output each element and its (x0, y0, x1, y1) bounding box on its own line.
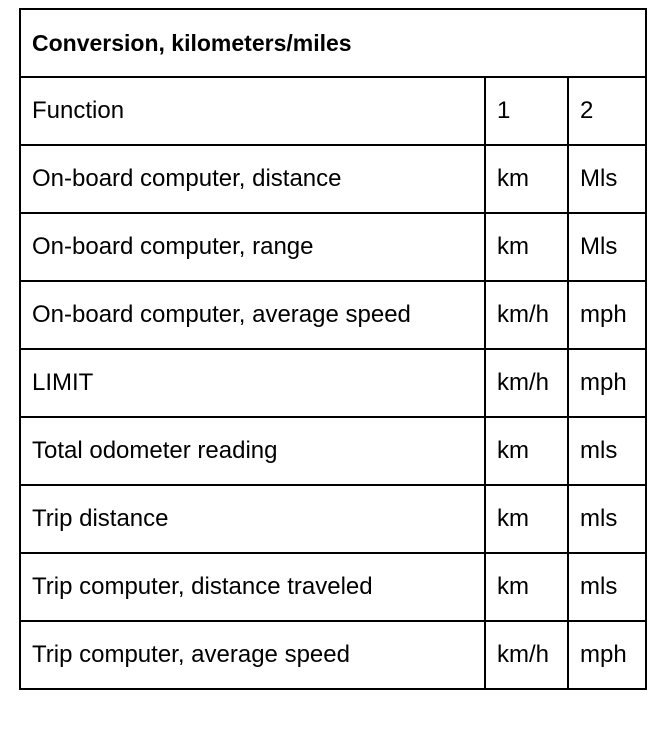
unit-2-cell: Mls (568, 145, 646, 213)
table-title: Conversion, kilometers/miles (20, 9, 646, 77)
table-row (20, 485, 646, 553)
unit-1-cell: km/h (485, 621, 568, 689)
header-function: Function (20, 77, 485, 145)
function-cell: Trip computer, average speed (20, 621, 485, 689)
unit-1-cell: km (485, 213, 568, 281)
unit-1-cell: km/h (485, 349, 568, 417)
unit-2-cell: mph (568, 621, 646, 689)
table-row (20, 349, 646, 417)
unit-1-cell: km (485, 553, 568, 621)
header-column-2: 2 (568, 77, 646, 145)
function-cell: Trip computer, distance traveled (20, 553, 485, 621)
table-row (20, 281, 646, 349)
table-row (20, 145, 646, 213)
unit-2-cell: mph (568, 349, 646, 417)
unit-2-cell: Mls (568, 213, 646, 281)
function-cell: On-board computer, range (20, 213, 485, 281)
unit-2-cell: mph (568, 281, 646, 349)
header-column-1: 1 (485, 77, 568, 145)
table-row (20, 621, 646, 689)
unit-2-cell: mls (568, 553, 646, 621)
function-cell: Trip distance (20, 485, 485, 553)
unit-2-cell: mls (568, 417, 646, 485)
unit-2-cell: mls (568, 485, 646, 553)
unit-1-cell: km (485, 145, 568, 213)
table-row (20, 213, 646, 281)
function-cell: On-board computer, average speed (20, 281, 485, 349)
conversion-table (19, 8, 647, 690)
table-title-row (20, 9, 646, 77)
unit-1-cell: km (485, 485, 568, 553)
table-header-row (20, 77, 646, 145)
function-cell: LIMIT (20, 349, 485, 417)
table-row (20, 553, 646, 621)
function-cell: On-board computer, distance (20, 145, 485, 213)
unit-1-cell: km (485, 417, 568, 485)
table-row (20, 417, 646, 485)
function-cell: Total odometer reading (20, 417, 485, 485)
unit-1-cell: km/h (485, 281, 568, 349)
